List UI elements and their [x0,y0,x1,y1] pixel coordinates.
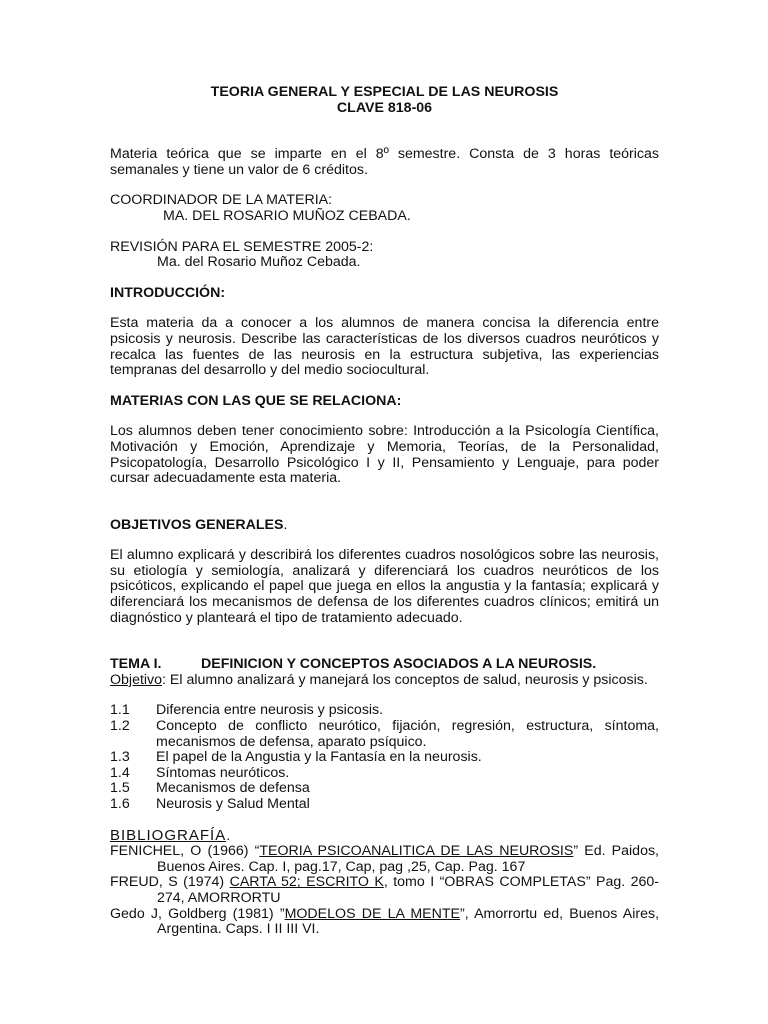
bib-entry-author: Gedo J, Goldberg (1981) ” [110,905,285,922]
intro-paragraph: Materia teórica que se imparte en el 8º semestre. Consta de 3 horas teóricas semanales y tiene un valor de 6 créditos. [110,146,659,178]
objetivos-text: El alumno explicará y describirá los diferentes cuadros nosológicos sobre las neurosis, su etiología y semiología, analizará y diferenciará los cuadros neuróticos de los psicóticos, explicando el papel que juega en ellos la angustia y la fantasía; explicará y diferenciará los mecanismos de defensa de los diferentes cuadros clínicos; emitirá un diagnóstico y planteará el tipo de tratamiento adecuado. [110,547,659,626]
objetivos-heading-suffix: . [283,516,288,533]
bib-entry-title: CARTA 52; ESCRITO K [229,874,384,891]
materias-heading: MATERIAS CON LAS QUE SE RELACIONA: [110,392,402,409]
list-item-text: Neurosis y Salud Mental [156,796,310,812]
list-item-text: Diferencia entre neurosis y psicosis. [156,702,384,719]
tema-1-objective [110,673,659,689]
document-content [110,85,659,938]
bibliography-entry [110,875,659,906]
introduccion-heading: INTRODUCCIÓN: [110,284,226,301]
list-item [110,719,659,750]
tema-1-objective-text: : El alumno analizará y manejará los conceptos de salud, neurosis y psicosis. [162,671,648,688]
list-item-number: 1.6 [110,796,130,812]
list-item-number: 1.2 [110,718,130,735]
bibliography-entry [110,907,659,938]
list-item [110,781,659,797]
bibliografia-heading: BIBLIOGRAFÍA [110,826,227,844]
tema-1-number: TEMA I. [110,656,162,673]
materias-text: Los alumnos deben tener conocimiento sobre: Introducción a la Psicología Científica, Motivación y Emoción, Aprendizaje y Memoria, Teorías, de la Personalidad, Psicopatología, Desarrollo Psicológico I y II, Pensamiento y Lenguaje, para poder cursar adecuadamente esta materia. [110,423,659,487]
list-item-text: El papel de la Angustia y la Fantasía en la neurosis. [156,749,482,766]
list-item-number: 1.5 [110,780,130,797]
coordinator-label: COORDINADOR DE LA MATERIA: [110,192,333,209]
list-item-text: Mecanismos de defensa [156,780,310,797]
list-item-number: 1.1 [110,702,130,719]
objetivos-heading: OBJETIVOS GENERALES [110,516,284,533]
tema-1-objective-label: Objetivo [110,671,163,688]
list-item-number: 1.3 [110,749,130,766]
bibliografia-heading-suffix: . [226,827,231,844]
objetivos-heading-line [110,518,659,534]
coordinator-name: MA. DEL ROSARIO MUÑOZ CEBADA. [163,207,411,224]
list-item-number: 1.4 [110,764,130,781]
bib-entry-title: TEORIA PSICOANALITICA DE LAS NEUROSIS [259,843,574,860]
list-item [110,766,659,782]
list-item [110,703,659,719]
list-item-text: Síntomas neuróticos. [156,764,290,781]
tema-1-list [110,703,659,812]
list-item-text: Concepto de conflicto neurótico, fijación, regresión, estructura, síntoma, mecanismos de defensa, aparato psíquico. [156,718,659,750]
bib-entry-details: , tomo I “OBRAS COMPLETAS” Pag. 260-274, AMORRORTU [157,874,660,906]
bib-entry-author: FENICHEL, O (1966) “ [110,843,260,860]
tema-1-title: DEFINICION Y CONCEPTOS ASOCIADOS A LA NEUROSIS. [201,656,597,673]
bib-entry-details: ”, Amorrortu ed, Buenos Aires, Argentina. Caps. I II III VI. [157,905,660,938]
list-item [110,750,659,766]
list-item [110,797,659,813]
introduccion-text: Esta materia da a conocer a los alumnos de manera concisa la diferencia entre psicosis y neurosis. Describe las características de los diversos cuadros neuróticos y recalca las fuentes de las neurosis en la estructura subjetiva, las experiencias tempranas del desarrollo y del medio sociocultural. [110,315,659,379]
bib-entry-details: ” Ed. Paidos, Buenos Aires. Cap. I, pag.17, Cap, pag ,25, Cap. Pag. 167 [157,843,659,875]
bibliography-entry [110,844,659,875]
bibliografia-heading-line [110,828,659,845]
bib-entry-author: FREUD, S (1974) [110,874,230,891]
document-title: TEORIA GENERAL Y ESPECIAL DE LAS NEUROSIS [210,84,559,100]
bib-entry-title: MODELOS DE LA MENTE [284,905,461,922]
revision-name: Ma. del Rosario Muñoz Cebada. [157,254,361,271]
revision-label: REVISIÓN PARA EL SEMESTRE 2005-2: [110,238,374,255]
tema-1-heading [110,657,659,673]
course-code: CLAVE 818-06 [336,99,433,116]
